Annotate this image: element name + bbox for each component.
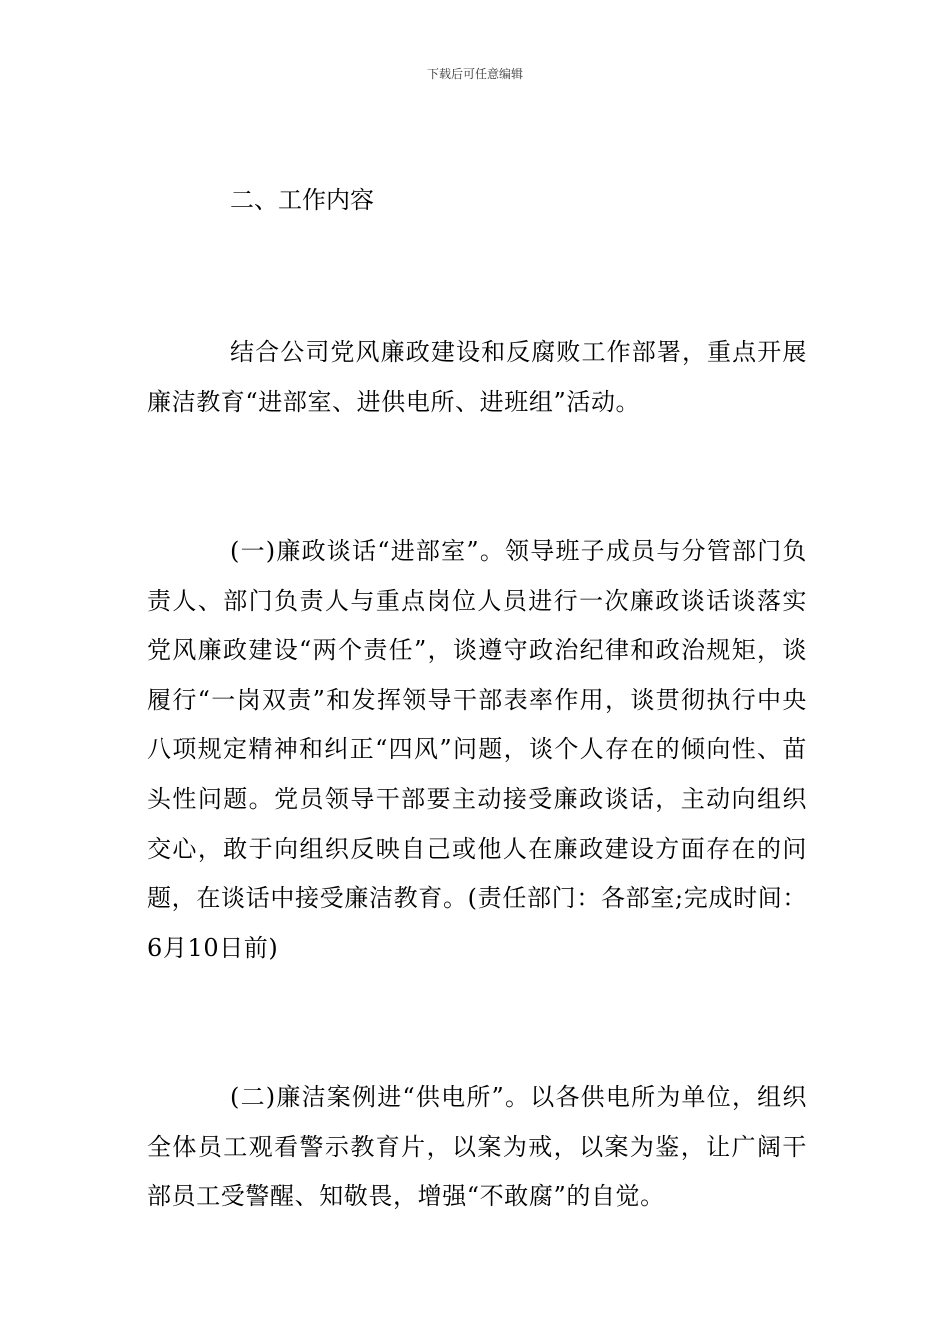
paragraph-item-2: (二)廉洁案例进“供电所”。以各供电所为单位，组织全体员工观看警示教育片，以案为戒，以案为鉴，让广阔干部员工受警醒、知敬畏，增强“不敢腐”的自觉。 <box>147 1083 807 1211</box>
section-heading: 二、工作内容 <box>230 186 374 214</box>
page-header-note: 下载后可任意编辑 <box>426 67 523 81</box>
paragraph-item-1: (一)廉政谈话“进部室”。领导班子成员与分管部门负责人、部门负责人与重点岗位人员进行一次廉政谈话谈落实党风廉政建设“两个责任”，谈遵守政治纪律和政治规矩，谈履行“一岗双责”和发挥领导干部表率作用，谈贯彻执行中央八项规定精神和纠正“四风”问题，谈个人存在的倾向性、苗头性问题。党员领导干部要主动接受廉政谈话，主动向组织交心，敢于向组织反映自己或他人在廉政建设方面存在的问题，在谈话中接受廉洁教育。(责任部门：各部室;完成时间：6月10日前) <box>147 537 807 962</box>
paragraph-intro: 结合公司党风廉政建设和反腐败工作部署，重点开展廉洁教育“进部室、进供电所、进班组”活动。 <box>147 338 807 416</box>
